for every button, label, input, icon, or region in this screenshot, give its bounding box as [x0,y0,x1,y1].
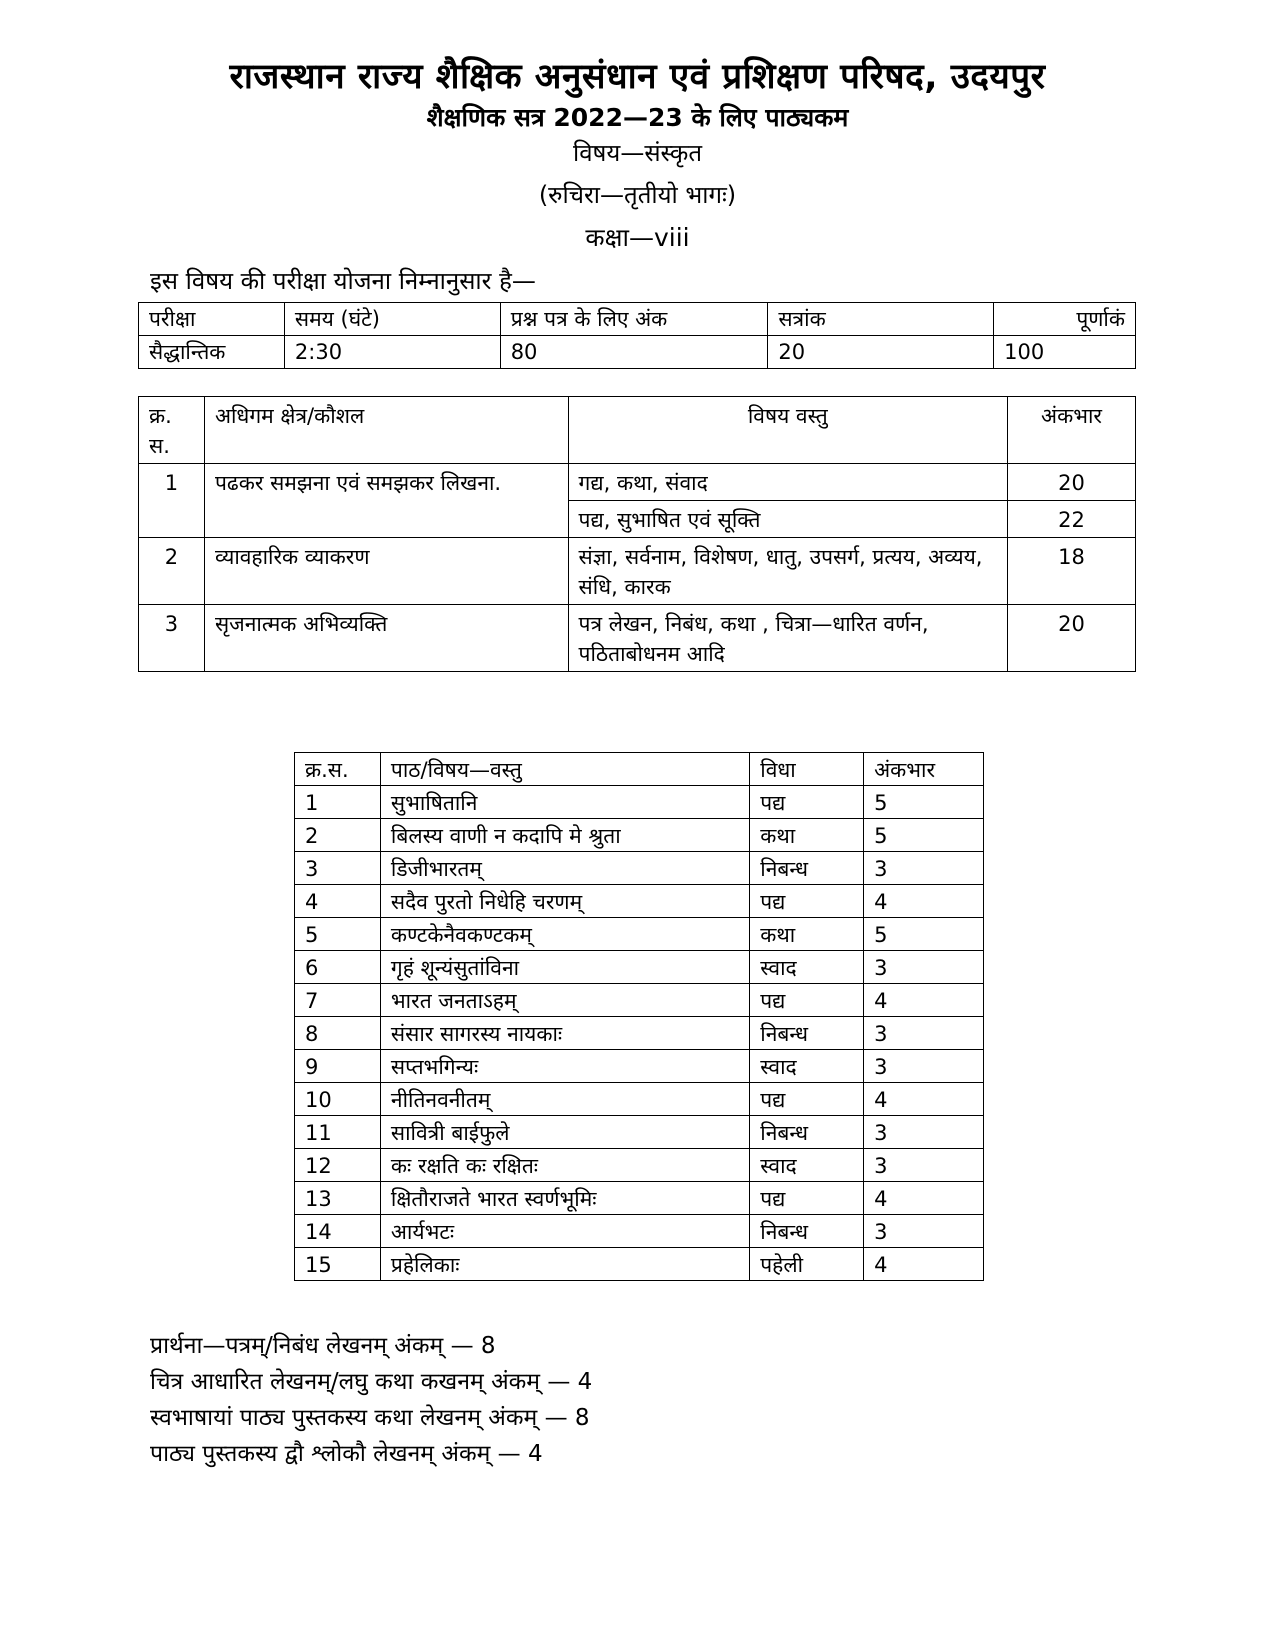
table-row [295,918,984,951]
table-row [295,984,984,1017]
header-cell: विधा [750,753,864,786]
table-cell: संसार सागरस्य नायकाः [380,1017,749,1050]
table-cell: 3 [864,951,984,984]
table-cell: पद्य, सुभाषित एवं सूक्ति [568,501,1008,538]
table-row [139,538,1136,605]
table-row [295,819,984,852]
header-cell: परीक्षा [139,303,285,336]
table-cell: निबन्ध [750,1116,864,1149]
table-cell: पद्य [750,885,864,918]
table-cell: 3 [864,1215,984,1248]
table-cell: कः रक्षति कः रक्षितः [380,1149,749,1182]
table-cell: स्वाद [750,951,864,984]
session-heading: शैक्षणिक सत्र 2022—23 के लिए पाठ्यकम [426,103,849,132]
table-cell: 9 [295,1050,381,1083]
table-cell: गद्य, कथा, संवाद [568,464,1008,501]
table-cell: निबन्ध [750,852,864,885]
table-cell: 5 [864,786,984,819]
table-header-row [139,397,1136,464]
table-cell: 3 [864,1116,984,1149]
table-cell: सप्तभगिन्यः [380,1050,749,1083]
table-cell: गृहं शून्यंसुतांविना [380,951,749,984]
document-title: राजस्थान राज्य शैक्षिक अनुसंधान एवं प्रशिक्षण परिषद, उदयपुर [229,57,1046,97]
table-row [139,336,1136,369]
table-cell: डिजीभारतम् [380,852,749,885]
header-cell: प्रश्न पत्र के लिए अंक [500,303,768,336]
table-cell: 5 [295,918,381,951]
table-cell: 80 [500,336,768,369]
table-cell: 1 [295,786,381,819]
table-cell: 4 [864,885,984,918]
header-cell: अंकभार [1008,397,1136,464]
table-row [295,1017,984,1050]
table-row [295,951,984,984]
table-row [295,1182,984,1215]
header-cell: अंकभार [864,753,984,786]
table-cell: 3 [864,1017,984,1050]
table-cell: 1 [139,464,205,538]
header-cell: क्र.स. [295,753,381,786]
header-cell: क्र. स. [139,397,205,464]
table-cell: सावित्री बाईफुले [380,1116,749,1149]
table-cell: 8 [295,1017,381,1050]
table-cell: निबन्ध [750,1215,864,1248]
table-cell: पत्र लेखन, निबंध, कथा , चित्रा—धारित वर्णन, पठिताबोधनम आदि [568,605,1008,672]
header-cell: पूर्णाकं [994,303,1136,336]
table-cell: 4 [864,1083,984,1116]
table-row [139,605,1136,672]
table-cell: निबन्ध [750,1017,864,1050]
table-cell: 20 [1008,464,1136,501]
table-row [295,1248,984,1281]
table-cell: 4 [864,1248,984,1281]
table-row [295,1050,984,1083]
table-row [295,852,984,885]
table-cell: 20 [1008,605,1136,672]
table-cell: प्रहेलिकाः [380,1248,749,1281]
lesson-marks-table [294,752,984,1281]
table-cell: पहेली [750,1248,864,1281]
header-cell: समय (घंटे) [284,303,500,336]
exam-intro-text: इस विषय की परीक्षा योजना निम्नानुसार है— [150,267,536,295]
table-row [295,1083,984,1116]
table-cell: पद्य [750,984,864,1017]
table-cell: बिलस्य वाणी न कदापि मे श्रुता [380,819,749,852]
table-cell: स्वाद [750,1050,864,1083]
table-cell: क्षितौराजते भारत स्वर्णभूमिः [380,1182,749,1215]
note-line: चित्र आधारित लेखनम्/लघु कथा कखनम् अंकम् — 4 [150,1369,593,1395]
table-cell: 4 [864,984,984,1017]
table-cell: 2 [139,538,205,605]
table-cell: सैद्धान्तिक [139,336,285,369]
table-cell: 22 [1008,501,1136,538]
table-cell: पद्य [750,1083,864,1116]
table-cell: 6 [295,951,381,984]
table-cell: 3 [864,1149,984,1182]
table-cell: कथा [750,918,864,951]
table-cell: 3 [295,852,381,885]
header-cell: पाठ/विषय—वस्तु [380,753,749,786]
table-cell: 5 [864,819,984,852]
table-cell: आर्यभटः [380,1215,749,1248]
table-cell: 12 [295,1149,381,1182]
table-cell: 100 [994,336,1136,369]
table-cell: 4 [295,885,381,918]
note-line: पाठ्य पुस्तकस्य द्वौ श्लोकौ लेखनम् अंकम् — 4 [150,1441,543,1467]
table-row [295,1116,984,1149]
table-cell: 11 [295,1116,381,1149]
table-cell: 3 [139,605,205,672]
subject-heading: विषय—संस्कृत [572,139,703,167]
table-header-row [295,753,984,786]
table-cell: 2 [295,819,381,852]
header-cell: सत्रांक [768,303,994,336]
class-heading: कक्षा—viii [585,223,690,252]
table-cell: 4 [864,1182,984,1215]
table-cell: 2:30 [284,336,500,369]
lesson-table-body [295,786,984,1281]
table-row [295,786,984,819]
table-row [295,1149,984,1182]
table-cell: संज्ञा, सर्वनाम, विशेषण, धातु, उपसर्ग, प्रत्यय, अव्यय, संधि, कारक [568,538,1008,605]
table-cell: 20 [768,336,994,369]
table-row [295,885,984,918]
table-cell: नीतिनवनीतम् [380,1083,749,1116]
table-cell: 13 [295,1182,381,1215]
table-cell: पद्य [750,786,864,819]
table-cell: 18 [1008,538,1136,605]
book-heading: (रुचिरा—तृतीयो भागः) [538,181,737,209]
table-cell: सृजनात्मक अभिव्यक्ति [204,605,568,672]
table-cell: सुभाषितानि [380,786,749,819]
table-row [139,464,1136,501]
header-cell: विषय वस्तु [568,397,1008,464]
table-cell: स्वाद [750,1149,864,1182]
table-cell: 10 [295,1083,381,1116]
table-cell: कण्टकेनैवकण्टकम् [380,918,749,951]
table-cell: कथा [750,819,864,852]
table-cell: 14 [295,1215,381,1248]
exam-scheme-table [138,302,1136,369]
table-cell: 15 [295,1248,381,1281]
note-line: स्वभाषायां पाठ्य पुस्तकस्य कथा लेखनम् अंकम् — 8 [150,1405,590,1431]
table-cell: सदैव पुरतो निधेहि चरणम् [380,885,749,918]
marks-notes [150,1328,592,1472]
table-cell: 3 [864,1050,984,1083]
table-cell: व्यावहारिक व्याकरण [204,538,568,605]
table-cell: 3 [864,852,984,885]
table-cell: 7 [295,984,381,1017]
table-cell: पद्य [750,1182,864,1215]
learning-area-table [138,396,1136,672]
table-cell: 5 [864,918,984,951]
table-header-row [139,303,1136,336]
header-cell: अधिगम क्षेत्र/कौशल [204,397,568,464]
table-row [295,1215,984,1248]
table-cell: भारत जनताऽहम् [380,984,749,1017]
note-line: प्रार्थना—पत्रम्/निबंध लेखनम् अंकम् — 8 [150,1333,496,1359]
table-cell: पढकर समझना एवं समझकर लिखना. [204,464,568,538]
